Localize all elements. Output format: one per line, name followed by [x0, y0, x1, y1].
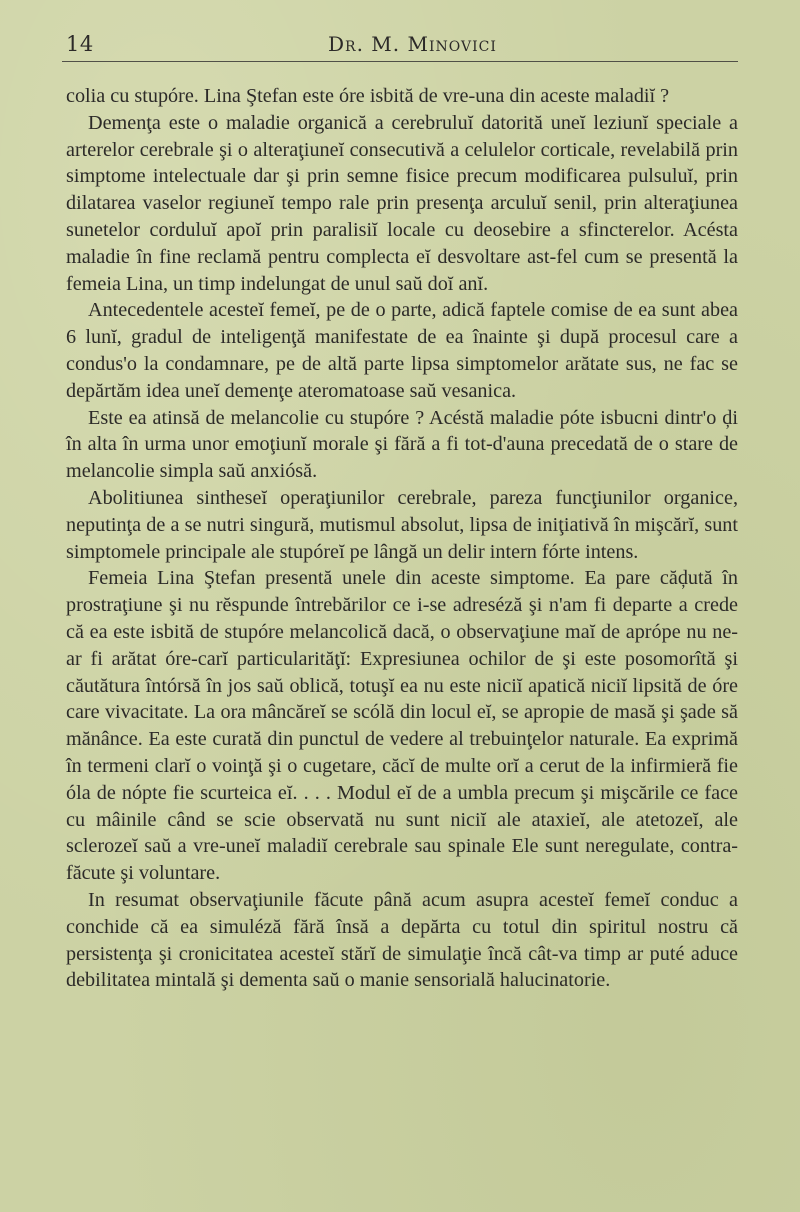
paragraph: Femeia Lina Ştefan presentă unele din aceste simptome. Ea pare căḑută în prostraţiune şi nu rĕspunde întrebărilor ce i-se adreséză şi n'am fi departe a crede că ea este isbită de stupóre melancolică dacă, o observaţiune maĭ de aprópe nu ne-ar fi arătat óre-carĭ particularităţĭ: Expresiunea ochilor de şi este posomorîtă şi căutătura întórsă în jos saŭ oblică, totuşĭ ea nu este niciĭ apatică niciĭ lipsită de óre care vivacitate. La ora mâncăreĭ se scólă din locul eĭ, se apropie de masă şi şade să mănânce. Ea este curată din punctul de vedere al trebuinţelor naturale. Ea exprimă în termeni clarĭ o voinţă şi o cugetare, căcĭ de multe orĭ a cerut de la infirmieră fie óla de nópte fie scurteica eĭ. . . . Modul eĭ de a umbla precum şi mişcările ce face cu mâinile când se scie observată nu sunt niciĭ ale ataxieĭ, ale atetozeĭ, ale sclerozeĭ saŭ a vre-uneĭ maladiĭ cerebrale sau spinale Ele sunt neregulate, contra-făcute şi voluntare.	[66, 567, 738, 885]
paragraph: Demenţa este o maladie organică a cerebruluĭ datorită uneĭ leziunĭ speciale a arterelor cerebrale şi o alteraţiuneĭ consecutivă a celulelor corticale, revelabilă prin simptome intelectuale dar şi prin semne fisice precum modificarea pulsuluĭ, prin dilatarea vaselor regiuneĭ tempo rale prin presenţa arculuĭ senil, prin alteraţiunea sunetelor corduluĭ apoĭ prin paralisiĭ locale cu deosebire a sfincterelor. Acésta maladie în fine reclamă pentru complecta eĭ desvoltare ast-fel cum se presentă la femeia Lina, un timp indelungat de unul saŭ doĭ anĭ.	[66, 111, 738, 295]
paragraph: colia cu stupóre. Lina Ştefan este óre isbită de vre-una din aceste maladiĭ ?	[66, 85, 670, 107]
running-head	[66, 30, 736, 60]
body-text	[66, 83, 738, 994]
paragraph: In resumat observaţiunile făcute până acum asupra acesteĭ femeĭ conduc a conchide că ea simuléză fără însă a depărta cu totul din spiritul nostru că persistenţa şi cronicitatea acesteĭ stărĭ de simulaţie încă cât-va timp ar puté aduce debilitatea mintală şi dementa saŭ o manie sensorială halucinatorie.	[66, 888, 738, 992]
running-head-author: Dr. M. Minovici	[328, 32, 497, 56]
page-number: 14	[66, 32, 94, 56]
paragraph: Este ea atinsă de melancolie cu stupóre ? Acéstă maladie póte isbucni dintr'o ḑi în alta în urma unor emoţiunĭ morale şi fără a fi tot-d'auna precedată de o stare de melancolie simpla saŭ anxiósă.	[66, 406, 738, 483]
paragraph: Abolitiunea sintheseĭ operaţiunilor cerebrale, pareza funcţiunilor organice, neputinţa de a se nutri singură, mutismul absolut, lipsa de iniţiativă în mişcărĭ, sunt simptomele principale ale stupóreĭ pe lângă un delir intern fórte intens.	[66, 486, 738, 563]
paragraph: Antecedentele acesteĭ femeĭ, pe de o parte, adică faptele comise de ea sunt abea 6 lunĭ, gradul de inteligenţă manifestate de ea înainte şi după procesul care a condus'o la condamnare, pe de altă parte lipsa simptomelor arătate sus, ne fac se depărtăm idea uneĭ demenţe ateromatoase saŭ vesanica.	[66, 299, 738, 402]
header-rule	[62, 61, 738, 62]
